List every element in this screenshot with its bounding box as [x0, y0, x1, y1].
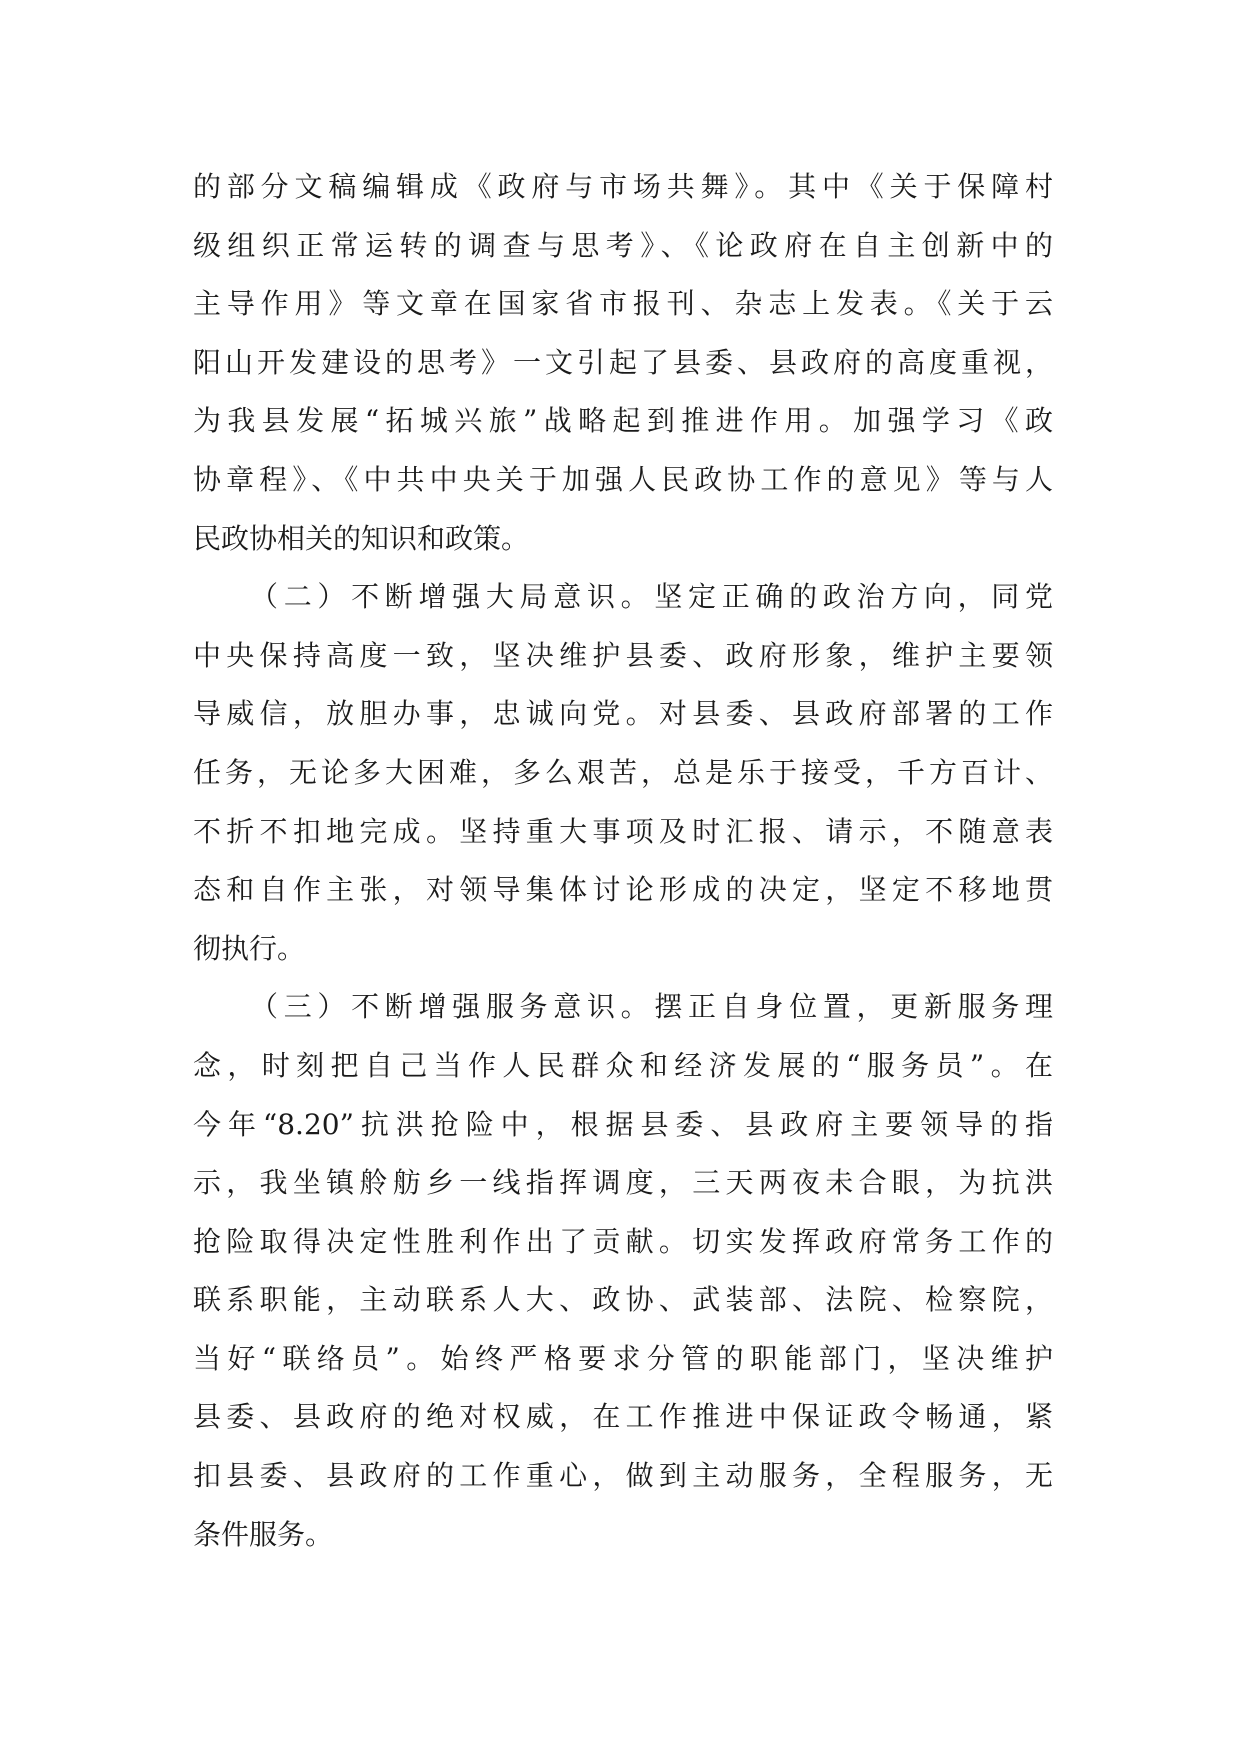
body-text — [193, 158, 1053, 1564]
text-line: 不折不扣地完成。坚持重大事项及时汇报、请示，不随意表 — [193, 814, 1053, 848]
text-line: 民政协相关的知识和政策。 — [193, 521, 530, 555]
text-line: 任务，无论多大困难，多么艰苦，总是乐于接受，千方百计、 — [193, 755, 1053, 789]
text-line: 主导作用》等文章在国家省市报刊、杂志上发表。《关于云 — [193, 287, 1053, 321]
text-line: 态和自作主张，对领导集体讨论形成的决定，坚定不移地贯 — [193, 873, 1053, 907]
text-line: 导威信，放胆办事，忠诚向党。对县委、县政府部署的工作 — [193, 697, 1053, 731]
text-line: 联系职能，主动联系人大、政协、武装部、法院、检察院， — [193, 1283, 1053, 1317]
section-heading-line: （二）不断增强大局意识。坚定正确的政治方向，同党 — [250, 580, 1053, 614]
text-line: 县委、县政府的绝对权威，在工作推进中保证政令畅通，紧 — [193, 1400, 1053, 1434]
text-line: 彻执行。 — [193, 931, 306, 965]
text-line: 中央保持高度一致，坚决维护县委、政府形象，维护主要领 — [193, 638, 1053, 672]
section-heading-line: （三）不断增强服务意识。摆正自身位置，更新服务理 — [250, 990, 1053, 1024]
text-line: 为我县发展“拓城兴旅”战略起到推进作用。加强学习《政 — [193, 404, 1053, 438]
text-line: 协章程》、《中共中央关于加强人民政协工作的意见》等与人 — [193, 462, 1053, 496]
text-line: 抢险取得决定性胜利作出了贡献。切实发挥政府常务工作的 — [193, 1224, 1053, 1258]
text-line: 阳山开发建设的思考》一文引起了县委、县政府的高度重视， — [193, 345, 1053, 379]
text-line: 示，我坐镇舲舫乡一线指挥调度，三天两夜未合眼，为抗洪 — [193, 1166, 1053, 1200]
text-line: 今年“8.20”抗洪抢险中，根据县委、县政府主要领导的指 — [193, 1107, 1053, 1141]
text-line: 级组织正常运转的调查与思考》、《论政府在自主创新中的 — [193, 228, 1053, 262]
text-line: 的部分文稿编辑成《政府与市场共舞》。其中《关于保障村 — [193, 170, 1053, 203]
text-line: 当好“联络员”。始终严格要求分管的职能部门，坚决维护 — [193, 1341, 1053, 1375]
text-line: 扣县委、县政府的工作重心，做到主动服务，全程服务，无 — [193, 1459, 1053, 1493]
text-line: 念，时刻把自己当作人民群众和经济发展的“服务员”。在 — [193, 1048, 1053, 1082]
text-line: 条件服务。 — [193, 1517, 334, 1551]
